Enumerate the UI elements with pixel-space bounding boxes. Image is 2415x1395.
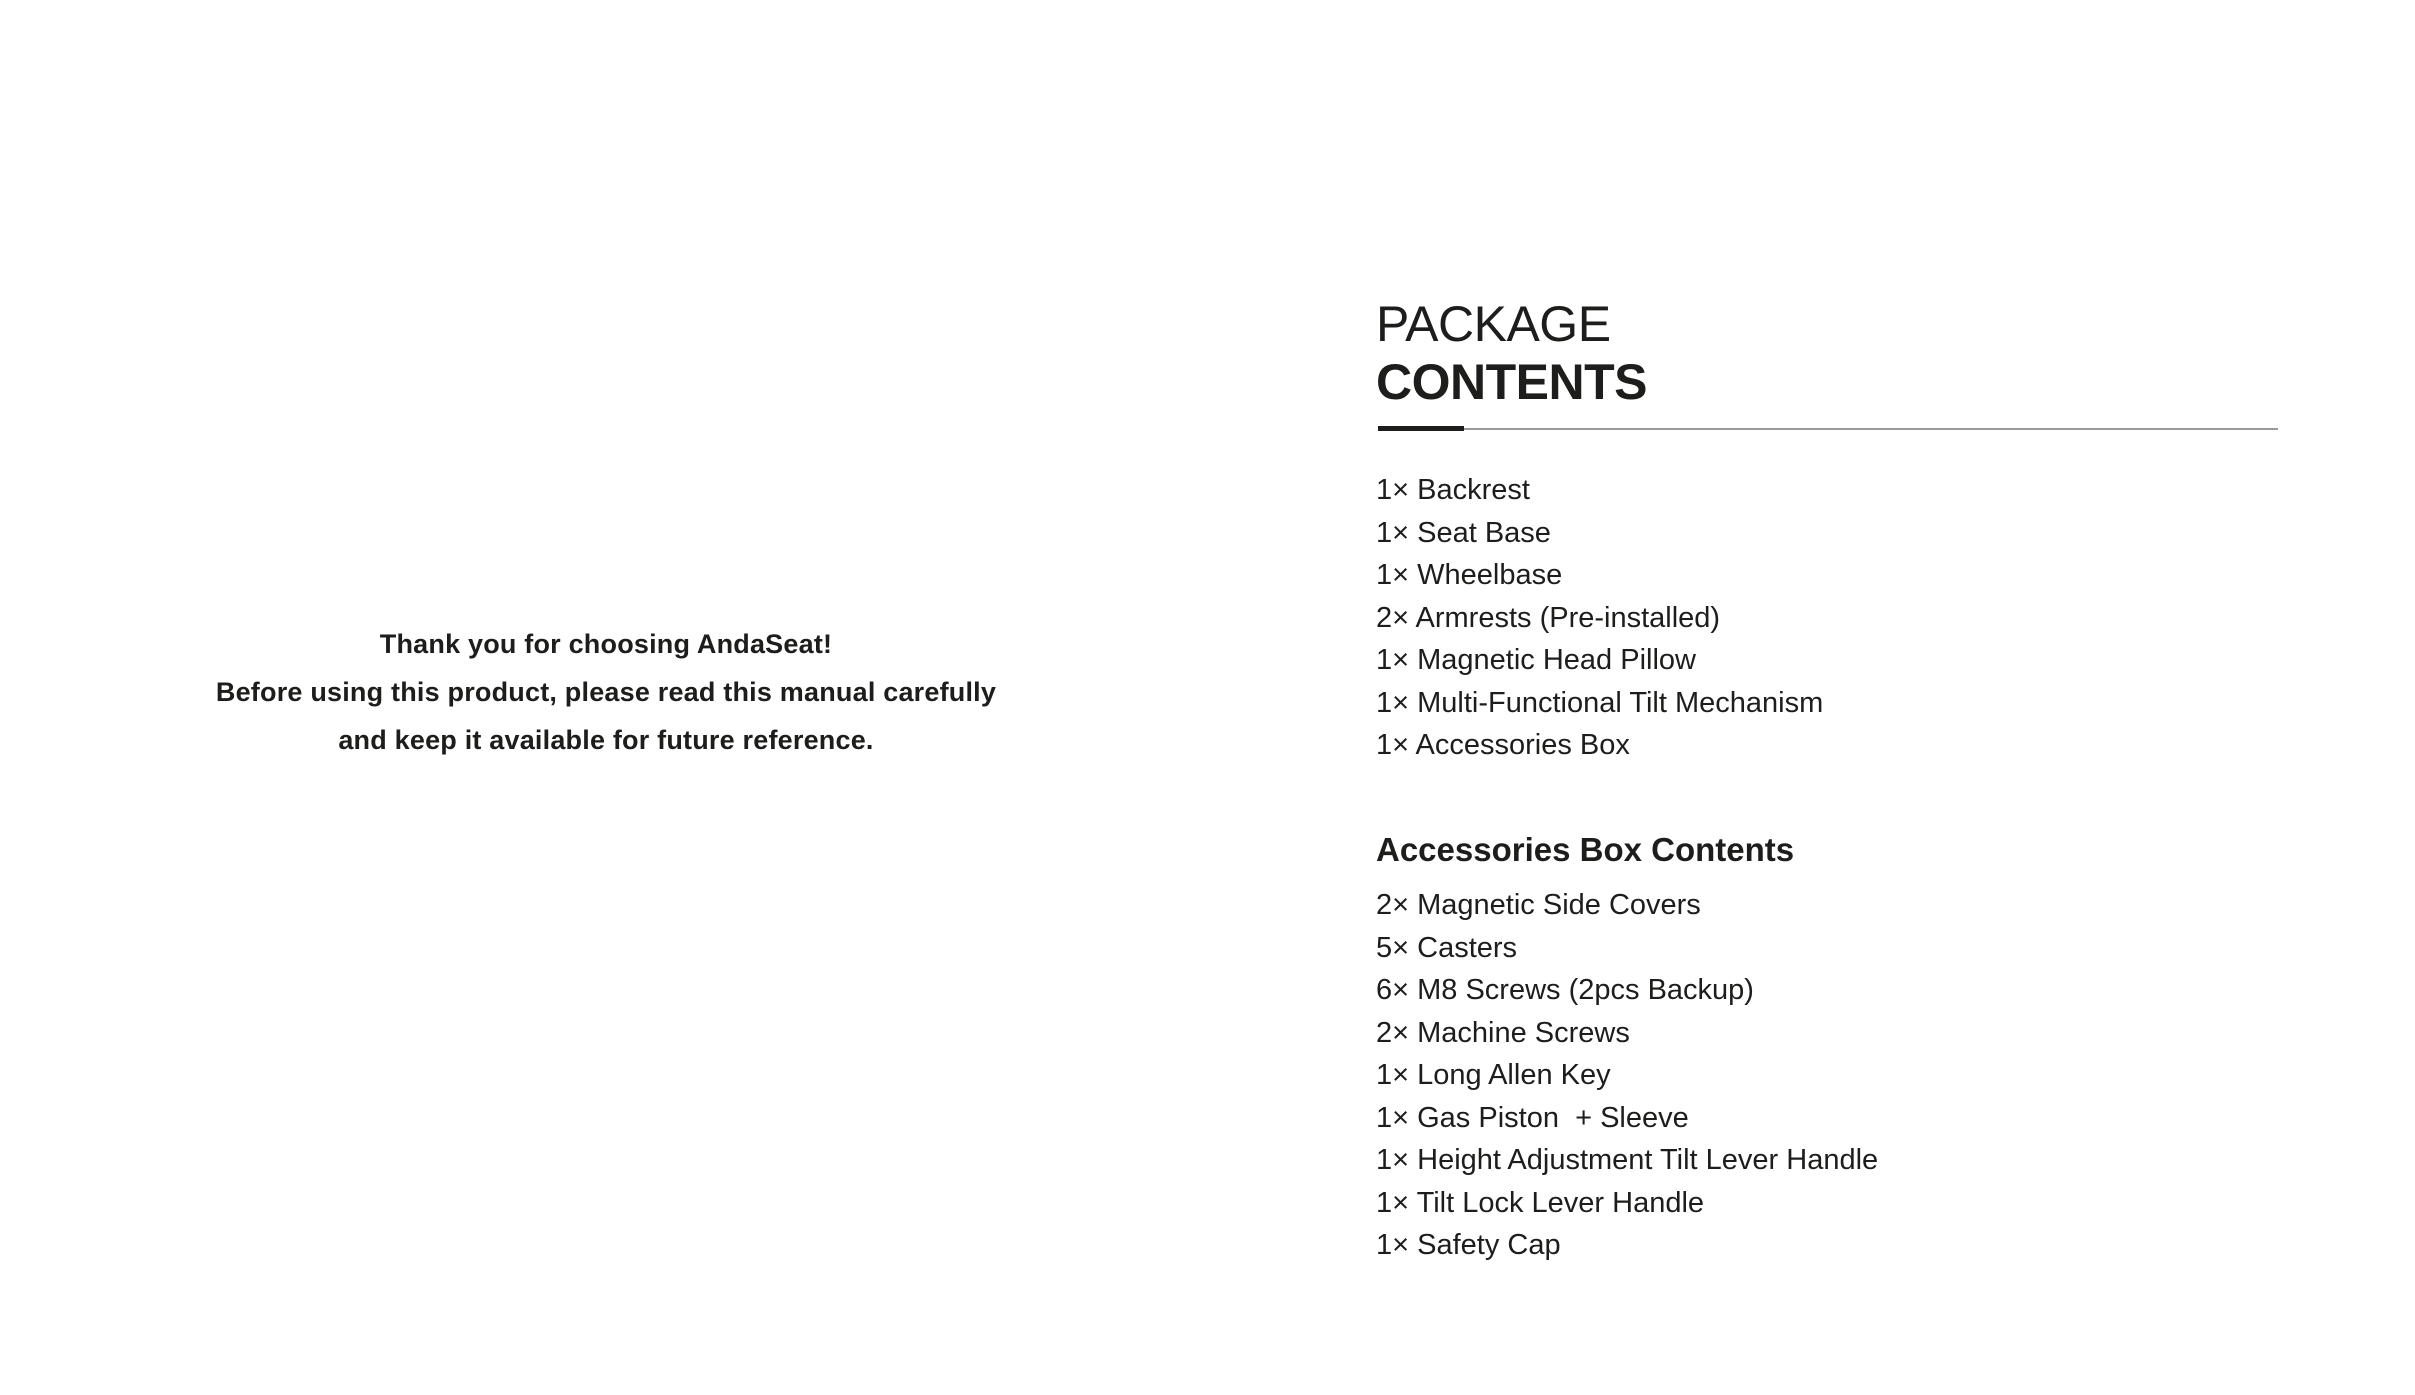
list-item: 1× Accessories Box — [1376, 729, 1630, 761]
divider-accent — [1378, 426, 1464, 431]
list-item: 2× Magnetic Side Covers — [1376, 889, 1701, 921]
section-title-line2: CONTENTS — [1376, 354, 1647, 410]
intro-line: and keep it available for future reference. — [338, 725, 874, 755]
intro-message — [150, 620, 1062, 764]
intro-line: Thank you for choosing AndaSeat! — [379, 629, 833, 659]
intro-line: Before using this product, please read this manual carefully — [215, 677, 997, 707]
list-item: 6× M8 Screws (2pcs Backup) — [1376, 974, 1754, 1006]
list-item: 1× Tilt Lock Lever Handle — [1376, 1186, 1705, 1219]
list-item: 1× Magnetic Head Pillow — [1376, 644, 1696, 676]
section-title — [1376, 295, 1647, 411]
list-item: 2× Machine Screws — [1376, 1016, 1630, 1049]
list-item: 1× Seat Base — [1376, 516, 1551, 549]
package-contents-list — [1376, 469, 1823, 767]
list-item: 1× Wheelbase — [1376, 559, 1563, 591]
list-item: 1× Long Allen Key — [1376, 1059, 1611, 1091]
list-item: 5× Casters — [1376, 931, 1518, 964]
list-item: 1× Multi-Functional Tilt Mechanism — [1376, 686, 1824, 719]
list-item: 1× Safety Cap — [1376, 1229, 1561, 1261]
divider-line — [1378, 428, 2278, 430]
list-item: 1× Backrest — [1376, 474, 1530, 506]
right-page — [1210, 0, 2415, 1395]
accessories-heading: Accessories Box Contents — [1376, 831, 1795, 868]
list-item: 1× Height Adjustment Tilt Lever Handle — [1376, 1144, 1879, 1176]
accessories-list — [1376, 884, 1878, 1267]
list-item: 2× Armrests (Pre-installed) — [1376, 601, 1721, 634]
section-title-line1: PACKAGE — [1376, 296, 1611, 352]
list-item: 1× Gas Piston + Sleeve — [1376, 1101, 1689, 1134]
